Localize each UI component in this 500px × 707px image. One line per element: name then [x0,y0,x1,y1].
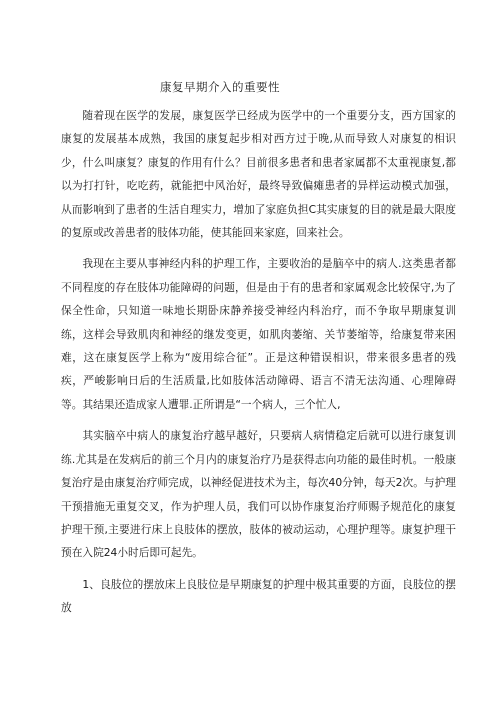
paragraph-1: 随着现在医学的发展，康复医学已经成为医学中的一个重要分支，西方国家的康复的发展基本成熟，我国的康复起步相对西方过于晚,从而导致人对康复的相识少，什么叫康复？康复的作用有什么？目前很多患者和患者家属都不太重视康复,都以为打打针，吃吃药，就能把中风治好，最终导致偏瘫患者的异样运动模式加强，从而影响到了患者的生活自理实力，增加了家庭负担C其实康复的目的就是最大限度的复原或改善患者的肢体功能，使其能回来家庭，回来社会。 [61,109,456,240]
paragraph-4: 1、良肢位的摆放床上良肢位是早期康复的护理中极其重要的方面，良肢位的摆放 [61,577,456,615]
paragraph-3: 其实脑卒中病人的康复治疗越早越好，只要病人病情稳定后就可以进行康复训练.尤其是在发病后的前三个月内的康复治疗乃是获得志向功能的最佳时机。一般康复治疗是由康复治疗师完成，以神经促进技术为主，每次40分钟，每天2次。与护理干预措施无重复交叉，作为护理人员，我们可以协作康复治疗师赐予规范化的康复护理干预,主要进行床上良肢体的摆放，肢体的被动运动，心理护理等。康复护理干预在入院24小时后即可起先。 [61,429,456,560]
document-body [61,104,456,620]
paragraph-2: 我现在主要从事神经内科的护理工作，主要收治的是脑卒中的病人.这类患者都不同程度的存在肢体功能障碍的问题，但是由于有的患者和家属观念比较保守,为了保全性命，只知道一味地长期卧床静养接受神经内科治疗，而不争取早期康复训练，这样会导致肌肉和神经的继发变更，如肌肉萎缩、关节萎缩等，给康复带来困难，这在康复医学上称为“废用综合征”。正是这种错误相识，带来很多患者的残疾，严峻影响日后的生活质量,比如肢体活动障碍、语言不清无法沟通、心理障碍等。其结果还造成家人遭罪.正所谓是“一个病人，三个忙人, [61,257,456,411]
document-title: 康复早期介入的重要性 [160,80,280,94]
